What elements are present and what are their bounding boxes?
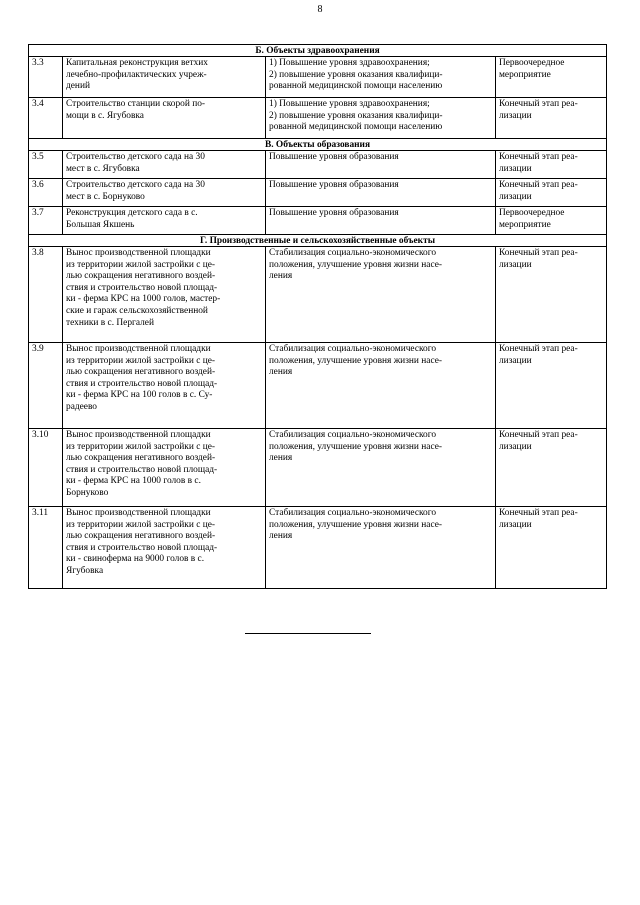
table-row: [29, 98, 607, 139]
expected-effect: Стабилизация социально-экономического положения, улучшение уровня жизни насе- ления: [266, 429, 496, 507]
expected-effect: Стабилизация социально-экономического положения, улучшение уровня жизни насе- ления: [266, 507, 496, 589]
row-number: 3.3: [29, 57, 63, 98]
expected-effect: Стабилизация социально-экономического положения, улучшение уровня жизни насе- ления: [266, 247, 496, 343]
table-row: [29, 207, 607, 235]
object-name: Вынос производственной площадки из территории жилой застройки с це- лью сокращения негативного воздей- ствия и строительство новой площад- ки - свиноферма на 9000 голов в с. Ягубовка: [63, 507, 266, 589]
object-name: Вынос производственной площадки из территории жилой застройки с це- лью сокращения негативного воздей- ствия и строительство новой площад- ки - ферма КРС на 1000 голов, мастер- ские и гараж сельскохозяйственной техники в с. Пергалей: [63, 247, 266, 343]
expected-effect: 1) Повышение уровня здравоохранения; 2) повышение уровня оказания квалифици- рованной медицинской помощи населению: [266, 57, 496, 98]
section-title: В. Объекты образования: [29, 139, 607, 151]
row-number: 3.6: [29, 179, 63, 207]
section-title: Б. Объекты здравоохранения: [29, 45, 607, 57]
table-row: [29, 429, 607, 507]
row-number: 3.7: [29, 207, 63, 235]
section-header-row: [29, 45, 607, 57]
implementation-stage: Первоочередное мероприятие: [496, 57, 607, 98]
object-name: Вынос производственной площадки из территории жилой застройки с це- лью сокращения негативного воздей- ствия и строительство новой площад- ки - ферма КРС на 100 голов в с. Су- радеево: [63, 343, 266, 429]
implementation-stage: Конечный этап реа- лизации: [496, 343, 607, 429]
expected-effect: Повышение уровня образования: [266, 151, 496, 179]
implementation-stage: Конечный этап реа- лизации: [496, 247, 607, 343]
expected-effect: Стабилизация социально-экономического положения, улучшение уровня жизни насе- ления: [266, 343, 496, 429]
implementation-stage: Конечный этап реа- лизации: [496, 507, 607, 589]
object-name: Строительство станции скорой по- мощи в с. Ягубовка: [63, 98, 266, 139]
page-number: 8: [317, 4, 323, 15]
object-name: Вынос производственной площадки из территории жилой застройки с це- лью сокращения негативного воздей- ствия и строительство новой площад- ки - ферма КРС на 1000 голов в с. Борнуково: [63, 429, 266, 507]
table-row: [29, 507, 607, 589]
section-title: Г. Производственные и сельскохозяйственные объекты: [29, 235, 607, 247]
implementation-stage: Конечный этап реа- лизации: [496, 429, 607, 507]
table-row: [29, 247, 607, 343]
expected-effect: 1) Повышение уровня здравоохранения; 2) повышение уровня оказания квалифици- рованной медицинской помощи населению: [266, 98, 496, 139]
table-row: [29, 57, 607, 98]
row-number: 3.8: [29, 247, 63, 343]
footer-rule: [245, 633, 371, 634]
object-name: Строительство детского сада на 30 мест в с. Ягубовка: [63, 151, 266, 179]
measures-table: [28, 44, 607, 589]
object-name: Капитальная реконструкция ветхих лечебно-профилактических учреж- дений: [63, 57, 266, 98]
expected-effect: Повышение уровня образования: [266, 207, 496, 235]
table-row: [29, 343, 607, 429]
implementation-stage: Конечный этап реа- лизации: [496, 98, 607, 139]
implementation-stage: Первоочередное мероприятие: [496, 207, 607, 235]
implementation-stage: Конечный этап реа- лизации: [496, 151, 607, 179]
row-number: 3.5: [29, 151, 63, 179]
table-row: [29, 151, 607, 179]
row-number: 3.10: [29, 429, 63, 507]
section-header-row: [29, 139, 607, 151]
row-number: 3.9: [29, 343, 63, 429]
section-header-row: [29, 235, 607, 247]
object-name: Строительство детского сада на 30 мест в с. Борнуково: [63, 179, 266, 207]
implementation-stage: Конечный этап реа- лизации: [496, 179, 607, 207]
object-name: Реконструкция детского сада в с. Большая Якшень: [63, 207, 266, 235]
table-row: [29, 179, 607, 207]
row-number: 3.11: [29, 507, 63, 589]
row-number: 3.4: [29, 98, 63, 139]
expected-effect: Повышение уровня образования: [266, 179, 496, 207]
